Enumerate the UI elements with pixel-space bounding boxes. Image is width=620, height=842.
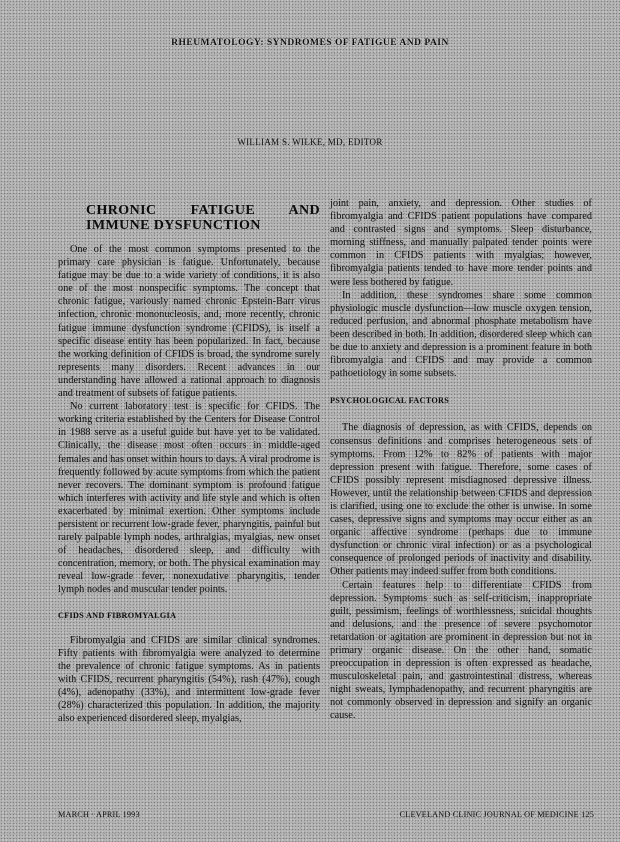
running-head: RHEUMATOLOGY: SYNDROMES OF FATIGUE AND PAIN [171,38,449,48]
left-column [58,197,320,725]
footer-journal: CLEVELAND CLINIC JOURNAL OF MEDICINE 125 [399,810,594,819]
section-heading: CFIDS AND FIBROMYALGIA [58,610,177,620]
paragraph: In addition, these syndromes share some common physiologic muscle dysfunction—low muscle oxygen tension, reduced perfusion, and abnormal phosphate metabolism have been described in both. In addition, disordered sleep which can be due to anxiety and depression is a prominent feature in both fibromyalgia and CFIDS and may provide a common pathoetiology in some subsets. [330,289,592,380]
paragraph: joint pain, anxiety, and depression. Other studies of fibromyalgia and CFIDS patient populations have compared and contrasted signs and symptoms. Sleep disturbance, morning stiffness, and manually palpated tender points were common in CFIDS patients with myalgias; however, fibromyalgia patients tended to have more tender points and were less bothered by fatigue. [330,198,592,288]
paragraph: No current laboratory test is specific for CFIDS. The working criteria established by the Centers for Disease Control in 1988 serve as a useful guide but have yet to be validated. Clinically, the disease most often occurs in middle-aged females and has onset within hours to days. A viral prodrome is frequently followed by acute symptoms from which the patient never recovers. The dominant symptom is profound fatigue which interferes with activity and life style and which is often exacerbated by minimal exertion. Other symptoms include persistent or recurrent low-grade fever, pharyngitis, painful but rarely palpable lymph nodes, arthralgias, myalgias, new onset of headaches, disordered sleep, and difficulty with concentration, memory, or both. The physical examination may reveal low-grade fever, nonexudative pharyngitis, tender lymph nodes and muscular tender points. [58,401,320,596]
footer-date: MARCH · APRIL 1993 [58,810,140,819]
paragraph: One of the most common symptoms presented to the primary care physician is fatigue. Unfortunately, because fatigue may be due to a wide variety of conditions, it is also one of the most nonspecific symptoms. The concept that chronic fatigue, variously named chronic Epstein-Barr virus infection, chronic mononucleosis, and, more recently, chronic fatigue immune dysfunction syndrome (CFIDS), is itself a specific disease entity has been popularized. In fact, because the working definition of CFIDS is broad, the syndrome surely represents many disorders. Recent advances in our understanding have allowed a rational approach to diagnosis and treatment of subsets of fatigue patients. [58,244,320,400]
section-heading: PSYCHOLOGICAL FACTORS [330,396,450,406]
editor-byline: WILLIAM S. WILKE, MD, EDITOR [237,137,383,147]
paragraph: Fibromyalgia and CFIDS are similar clinical syndromes. Fifty patients with fibromyalgia were analyzed to determine the prevalence of chronic fatigue symptoms. As in patients with CFIDS, recurrent pharyngitis (54%), rash (47%), cough (4%), adenopathy (33%), and intermittent low-grade fever (28%) characterized this population. In addition, the majority also experienced disordered sleep, myalgias, [58,634,320,725]
paragraph: The diagnosis of depression, as with CFIDS, depends on consensus definitions and comprises heterogeneous sets of symptoms. From 12% to 82% of patients with major depression present with fatigue. Therefore, some cases of CFIDS possibly represent misdiagnosed depressive illness. However, until the relationship between CFIDS and depression is clarified, using one to exclude the other is unwise. In some cases, depressive signs and symptoms may occur either as an organic affective syndrome (perhaps due to immune dysfunction or chronic viral infection) or as a psychological consequence of prolonged periods of inactivity and disability. Other patients may indeed suffer from both conditions. [330,422,592,578]
paragraph: Certain features help to differentiate CFIDS from depression. Symptoms such as self-criticism, inappropriate guilt, pessimism, feelings of worthlessness, suicidal thoughts and delusions, and the presence of severe psychomotor retardation or agitation are prominent in depression but not in primary organic disease. On the other hand, somatic preoccupation in depression is often expressed as headache, musculoskeletal pain, and gastrointestinal distress, whereas night sweats, lymphadenopathy, and recurrent pharyngitis are not commonly observed in depression and signify an organic cause. [330,579,592,722]
right-column [330,197,592,723]
article-title: CHRONIC FATIGUE AND IMMUNE DYSFUNCTION [86,203,320,233]
